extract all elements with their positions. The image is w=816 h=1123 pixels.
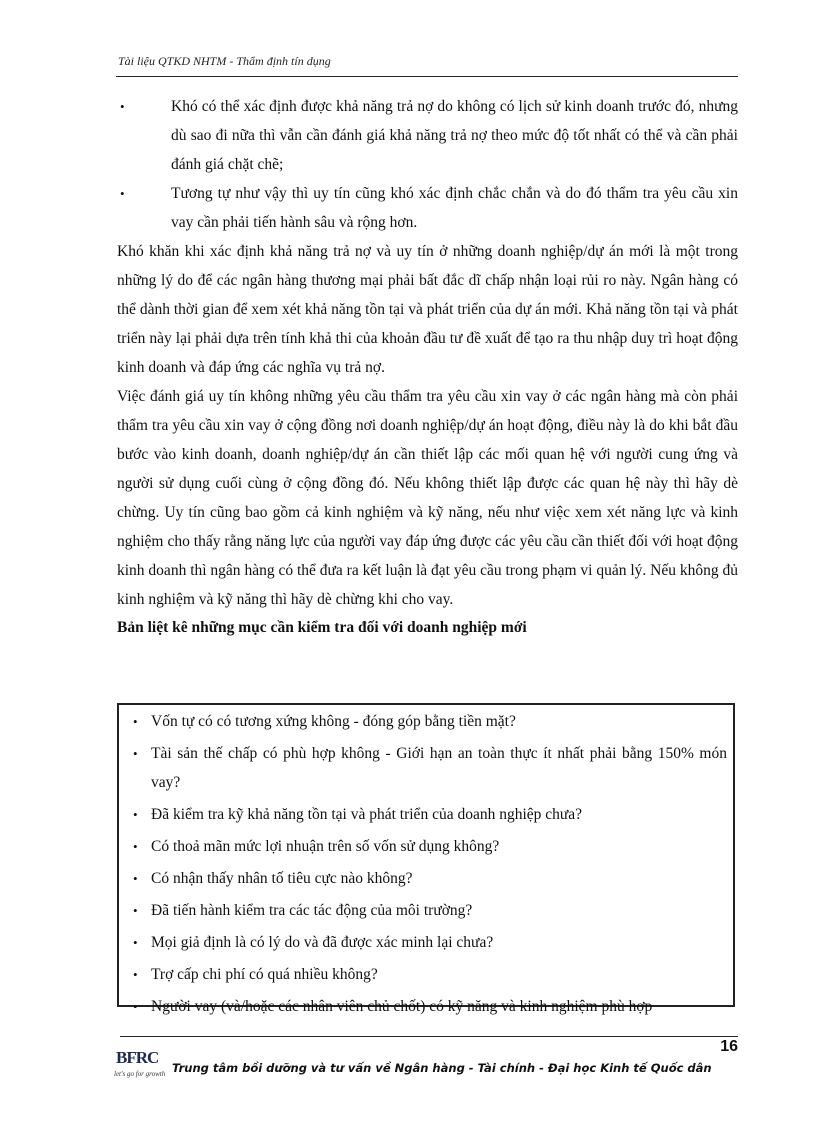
bullet-icon: •: [120, 186, 125, 201]
body-content: [117, 92, 738, 642]
bullet-icon: •: [133, 903, 138, 918]
logo-slogan: let's go for growth: [114, 1070, 166, 1078]
bullet-text: Khó có thể xác định được khả năng trả nợ do không có lịch sử kinh doanh trước đó, nhưng dù sao đi nữa thì vẫn cần đánh giá khả năng trả nợ theo mức độ tốt nhất có thể và cần phải đánh giá chặt chẽ;: [171, 98, 738, 173]
checklist-item: • Đã kiểm tra kỹ khả năng tồn tại và phát triển của doanh nghiệp chưa?: [133, 800, 727, 829]
bullet-icon: •: [133, 967, 138, 982]
page-number: 16: [720, 1038, 738, 1055]
checklist-item: • Tài sản thế chấp có phù hợp không - Giới hạn an toàn thực ít nhất phải bằng 150% món vay?: [133, 739, 727, 797]
bfrc-logo: [112, 1046, 172, 1086]
bullet-item: [117, 179, 738, 237]
bullet-text: Tương tự như vậy thì uy tín cũng khó xác định chắc chắn và do đó thẩm tra yêu cầu xin vay cần phải tiến hành sâu và rộng hơn.: [171, 185, 738, 231]
bullet-icon: •: [133, 839, 138, 854]
checklist-item: • Có thoả mãn mức lợi nhuận trên số vốn sử dụng không?: [133, 832, 727, 861]
bullet-icon: •: [133, 807, 138, 822]
checklist-item: • Trợ cấp chi phí có quá nhiều không?: [133, 960, 727, 989]
bullet-icon: •: [133, 999, 138, 1014]
checklist-item: • Đã tiến hành kiểm tra các tác động của môi trường?: [133, 896, 727, 925]
logo-text: BFRC: [116, 1048, 159, 1067]
checklist-item: • Vốn tự có có tương xứng không - đóng góp bằng tiền mặt?: [133, 707, 727, 736]
section-title: Bản liệt kê những mục cần kiểm tra đối với doanh nghiệp mới: [117, 619, 527, 636]
header-divider: [116, 76, 738, 77]
checklist-box: [117, 703, 735, 1015]
bullet-item: [117, 92, 738, 179]
bullet-icon: •: [133, 746, 138, 761]
checklist-item: • Mọi giả định là có lý do và đã được xác minh lại chưa?: [133, 928, 727, 957]
checklist-item: • Có nhận thấy nhân tố tiêu cực nào không?: [133, 864, 727, 893]
bullet-icon: •: [120, 99, 125, 114]
footer-text: Trung tâm bồi dưỡng và tư vấn về Ngân hàng - Tài chính - Đại học Kinh tế Quốc dân: [172, 1061, 712, 1075]
checklist-item: • Người vay (và/hoặc các nhân viên chủ chốt) có kỹ năng và kinh nghiệm phù hợp: [133, 992, 727, 1021]
bullet-icon: •: [133, 871, 138, 886]
bullet-icon: •: [133, 714, 138, 729]
paragraph: Việc đánh giá uy tín không những yêu cầu thẩm tra yêu cầu xin vay ở các ngân hàng mà còn phải thẩm tra yêu cầu xin vay ở cộng đồng nơi doanh nghiệp/dự án hoạt động, điều này là do khi bắt đầu bước vào kinh doanh, doanh nghiệp/dự án cần thiết lập các mối quan hệ với người cung ứng và người sử dụng cuối cùng ở cộng đồng đó. Nếu không thiết lập được các quan hệ này thì hãy dè chừng. Uy tín cũng bao gồm cả kinh nghiệm và kỹ năng, nếu như việc xem xét năng lực và kinh nghiệm cho thấy rằng năng lực của người vay đáp ứng được các yêu cầu cần thiết đối với hoạt động kinh doanh thì ngân hàng có thể đưa ra kết luận là đạt yêu cầu trong phạm vi quản lý. Nếu không đủ kinh nghiệm và kỹ năng thì hãy dè chừng khi cho vay.: [117, 388, 738, 608]
running-header: Tài liệu QTKD NHTM - Thẩm định tín dụng: [118, 54, 331, 68]
paragraph: Khó khăn khi xác định khả năng trả nợ và uy tín ở những doanh nghiệp/dự án mới là một trong những lý do để các ngân hàng thương mại phải bất đắc dĩ chấp nhận loại rủi ro này. Ngân hàng có thể dành thời gian để xem xét khả năng tồn tại và phát triển của dự án mới. Khả năng tồn tại và phát triển này lại phải dựa trên tính khả thi của khoản đầu tư đề xuất để tạo ra thu nhập duy trì hoạt động kinh doanh và đáp ứng các nghĩa vụ trả nợ.: [117, 243, 738, 376]
footer-divider: [120, 1036, 738, 1037]
bullet-icon: •: [133, 935, 138, 950]
